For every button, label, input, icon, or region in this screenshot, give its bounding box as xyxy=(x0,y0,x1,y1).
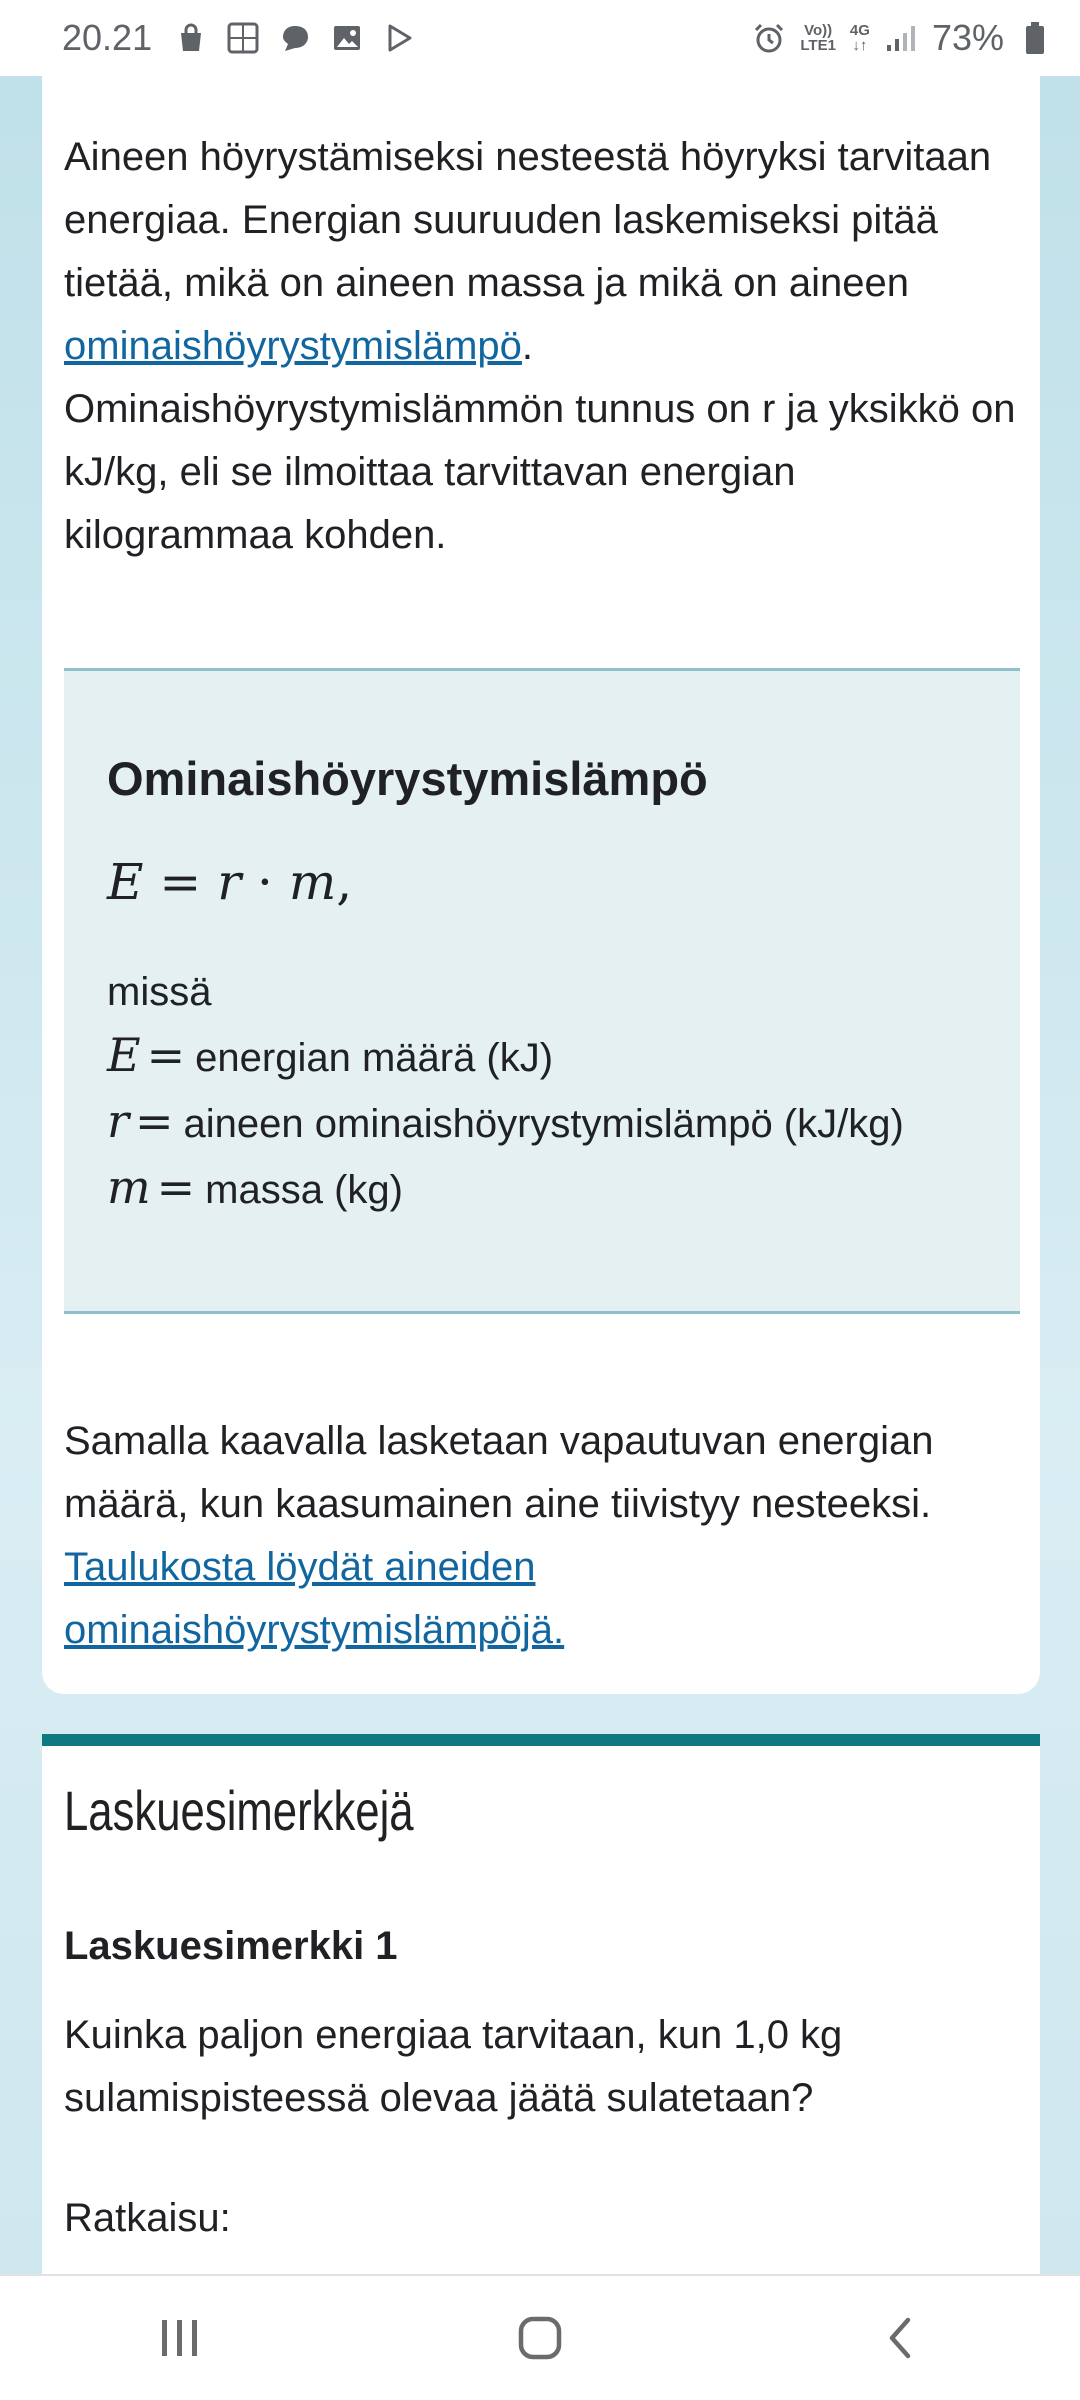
example-question: Kuinka paljon energiaa tarvitaan, kun 1,0 kg sulamispisteessä olevaa jäätä sulatetaan? xyxy=(64,2013,843,2120)
intro-text: Aineen höyrystämiseksi nesteestä höyryksi tarvitaan energiaa. Energian suuruuden laskemiseksi pitää tietää, mikä on aineen massa ja mikä on aineen xyxy=(64,135,992,305)
status-time: 20.21 xyxy=(62,17,153,58)
link-ominaishoyrystymislampo[interactable]: ominaishöyrystymislämpö xyxy=(64,324,522,368)
shopping-bag-icon xyxy=(174,21,208,55)
image-icon xyxy=(330,21,364,55)
variable-line-e: E = energian määrä (kJ) xyxy=(107,1028,554,1082)
formula xyxy=(107,853,352,911)
network-label: Vo)) LTE1 xyxy=(800,22,836,54)
battery-percent: 73% xyxy=(931,17,1004,58)
content-card xyxy=(42,76,1040,1694)
back-icon xyxy=(880,2314,920,2362)
recent-apps-button[interactable] xyxy=(120,2298,240,2378)
formula-symbol-m: m xyxy=(288,853,337,911)
definition-title: Ominaishöyrystymislämpö xyxy=(107,752,708,805)
condensation-paragraph xyxy=(64,1410,1024,1662)
status-notification-icons xyxy=(174,21,416,55)
back-button[interactable] xyxy=(840,2298,960,2378)
formula-equals: = xyxy=(159,853,202,911)
formula-comma: , xyxy=(336,853,353,911)
alarm-icon xyxy=(752,21,786,55)
calculator-icon xyxy=(226,21,260,55)
signal-icon xyxy=(884,21,918,55)
example-heading: Laskuesimerkki 1 xyxy=(64,1924,398,1968)
recent-apps-icon xyxy=(156,2316,204,2360)
variable-line-r: r = aineen ominaishöyrystymislämpö (kJ/kg) xyxy=(107,1094,904,1148)
intro-text-continued: . Ominaishöyrystymislämmön tunnus on r ja yksikkö on kJ/kg, eli se ilmoittaa tarvittavan energian kilogrammaa kohden. xyxy=(64,324,1016,557)
solution-label: Ratkaisu: xyxy=(64,2196,231,2240)
variable-line-m: m = massa (kg) xyxy=(107,1160,403,1214)
home-button[interactable] xyxy=(480,2298,600,2378)
battery-icon xyxy=(1018,21,1052,55)
intro-paragraph xyxy=(64,126,1024,567)
where-label: missä xyxy=(107,970,212,1014)
chat-bubble-icon xyxy=(278,21,312,55)
definition-box xyxy=(64,668,1020,1314)
formula-dot: · xyxy=(257,853,273,911)
status-system-icons xyxy=(752,17,1052,59)
formula-symbol-e: E xyxy=(107,853,144,911)
navigation-bar xyxy=(0,2274,1080,2400)
definition-variables xyxy=(107,961,967,1222)
signal-type-label: 4G ↓↑ xyxy=(849,22,870,54)
formula-symbol-r: r xyxy=(217,853,242,911)
section-title: Laskuesimerkkejä xyxy=(64,1779,414,1842)
condensation-text: Samalla kaavalla lasketaan vapautuvan energian määrä, kun kaasumainen aine tiivistyy nesteeksi. xyxy=(64,1419,934,1526)
status-bar xyxy=(0,0,1080,76)
play-store-icon xyxy=(382,21,416,55)
home-icon xyxy=(516,2314,564,2362)
link-table-of-values[interactable]: Taulukosta löydät aineiden ominaishöyrystymislämpöjä. xyxy=(64,1545,565,1652)
examples-card xyxy=(42,1734,1040,2274)
